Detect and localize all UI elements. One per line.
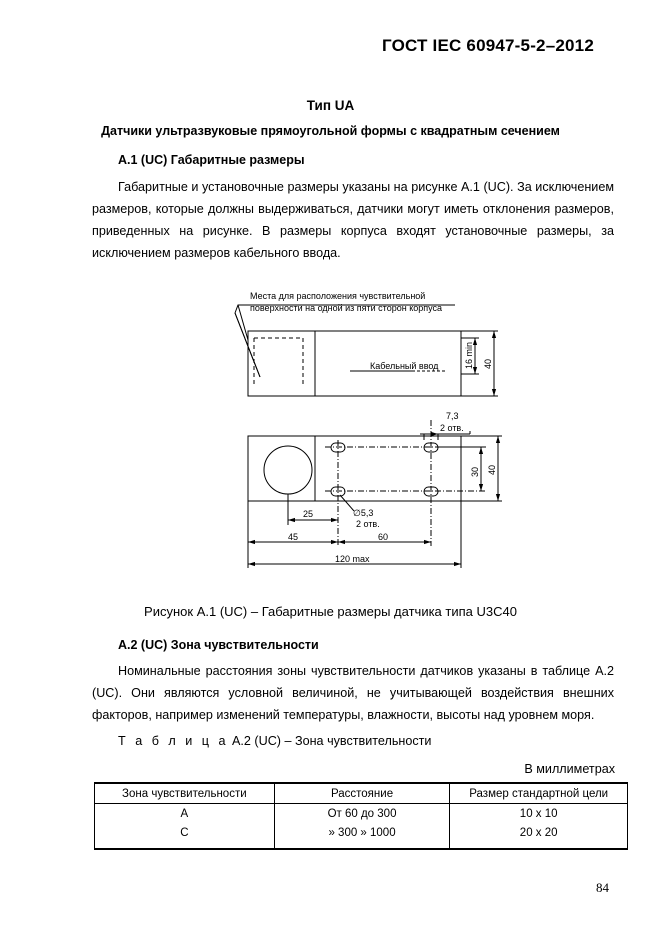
section-a1-heading: А.1 (UC) Габаритные размеры bbox=[118, 153, 305, 167]
dim-60-label: 60 bbox=[378, 532, 389, 542]
sensing-zone-table bbox=[94, 782, 628, 850]
table-header-distance: Расстояние bbox=[274, 783, 450, 804]
callout-text-1: Места для расположения чувствительной bbox=[250, 291, 426, 301]
table-header-zone: Зона чувствительности bbox=[95, 783, 275, 804]
table-header-target: Размер стандартной цели bbox=[450, 783, 628, 804]
diameter-leader bbox=[340, 495, 354, 511]
dim-diameter-label: ∅5,3 bbox=[353, 508, 374, 518]
table-header-row bbox=[95, 783, 628, 804]
table-cell: 10 x 10 bbox=[450, 804, 628, 824]
page-number: 84 bbox=[596, 880, 609, 895]
table-row bbox=[95, 804, 628, 824]
type-subtitle: Датчики ультразвуковые прямоугольной формы с квадратным сечением bbox=[101, 124, 560, 138]
table-cell: C bbox=[95, 823, 275, 849]
table-cell: » 300 » 1000 bbox=[274, 823, 450, 849]
table-cell: От 60 до 300 bbox=[274, 804, 450, 824]
table-row bbox=[95, 823, 628, 849]
table-caption-text: А.2 (UC) – Зона чувствительности bbox=[232, 734, 432, 748]
dim-2holes-a-label: 2 отв. bbox=[440, 423, 464, 433]
dim-7-3-label: 7,3 bbox=[446, 411, 459, 421]
table-caption-prefix: Т а б л и ц а bbox=[118, 734, 229, 748]
callout-text-2: поверхности на одной из пяти сторон корпуса bbox=[250, 303, 443, 313]
table-cell: A bbox=[95, 804, 275, 824]
table-caption bbox=[118, 734, 431, 748]
sensing-face-outline bbox=[254, 338, 303, 386]
sensor-face-circle bbox=[264, 446, 312, 494]
section-a2-paragraph: Номинальные расстояния зоны чувствительности датчиков указаны в таблице А.2 (UC). Они являются условной величиной, не учитывающей воздействия внешних факторов, например изменений температуры, влажности, высоты над уровнем моря. bbox=[92, 664, 614, 722]
table-cell: 20 x 20 bbox=[450, 823, 628, 849]
figure-caption: Рисунок А.1 (UC) – Габаритные размеры датчика типа U3C40 bbox=[144, 604, 517, 619]
dim-16min-label: 16 min bbox=[464, 341, 474, 369]
section-a2-heading: А.2 (UC) Зона чувствительности bbox=[118, 638, 319, 652]
table-units: В миллиметрах bbox=[524, 762, 615, 776]
section-a1-paragraph: Габаритные и установочные размеры указаны на рисунке А.1 (UC). За исключением размеров, которые должны выдерживаться, датчики могут иметь отклонения размеров, приведенных на рисунке. В размеры корпуса входят установочные размеры, за исключением размеров кабельного ввода. bbox=[92, 180, 614, 260]
dim-40-top-label: 40 bbox=[483, 358, 493, 369]
dim-2holes-b-label: 2 отв. bbox=[356, 519, 380, 529]
dim-30-label: 30 bbox=[470, 466, 480, 477]
dim-45-label: 45 bbox=[288, 532, 299, 542]
standard-designation: ГОСТ IEC 60947-5-2–2012 bbox=[381, 36, 594, 55]
dim-120-label: 120 max bbox=[335, 554, 370, 564]
dim-25-label: 25 bbox=[303, 509, 314, 519]
dim-40-bottom-label: 40 bbox=[487, 464, 497, 475]
cable-entry-label: Кабельный ввод bbox=[370, 361, 439, 371]
type-title: Тип UA bbox=[306, 98, 355, 113]
